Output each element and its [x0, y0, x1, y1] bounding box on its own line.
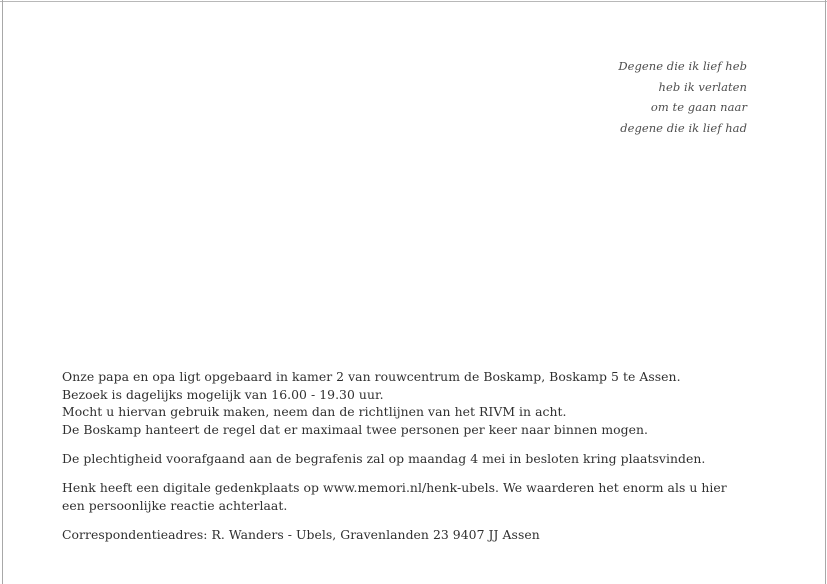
text-line: Onze papa en opa ligt opgebaard in kamer 2 van rouwcentrum de Boskamp, Boskamp 5 te Assen.	[62, 369, 681, 384]
text-line: Bezoek is dagelijks mogelijk van 16.00 - 19.30 uur.	[62, 386, 384, 402]
text-line: Mocht u hiervan gebruik maken, neem dan de richtlijnen van het RIVM in acht.	[62, 404, 567, 420]
poem-line: heb ik verlaten	[658, 79, 747, 94]
text-line: een persoonlijke reactie achterlaat.	[62, 497, 288, 513]
address-paragraph	[62, 526, 762, 544]
text-line: Henk heeft een digitale gedenkplaats op www.memori.nl/henk-ubels. We waarderen het enorm als u hier	[62, 479, 727, 495]
announcement-text	[62, 368, 762, 555]
scan-edge-left	[2, 0, 3, 584]
correspondence-address: Correspondentieadres: R. Wanders - Ubels, Gravenlanden 23 9407 JJ Assen	[62, 526, 540, 542]
memorial-paragraph	[62, 479, 762, 514]
poem-line: Degene die ik lief heb	[618, 59, 747, 73]
scan-edge-right	[825, 0, 826, 584]
scan-edge-top	[0, 1, 827, 2]
poem-line: om te gaan naar	[650, 100, 747, 115]
poem-line: degene die ik lief had	[620, 120, 747, 135]
poem	[618, 56, 747, 138]
ceremony-paragraph	[62, 450, 762, 468]
text-line: De plechtigheid voorafgaand aan de begrafenis zal op maandag 4 mei in besloten kring plaatsvinden.	[62, 450, 706, 466]
text-line: De Boskamp hanteert de regel dat er maximaal twee personen per keer naar binnen mogen.	[62, 421, 649, 437]
visiting-paragraph	[62, 368, 762, 438]
